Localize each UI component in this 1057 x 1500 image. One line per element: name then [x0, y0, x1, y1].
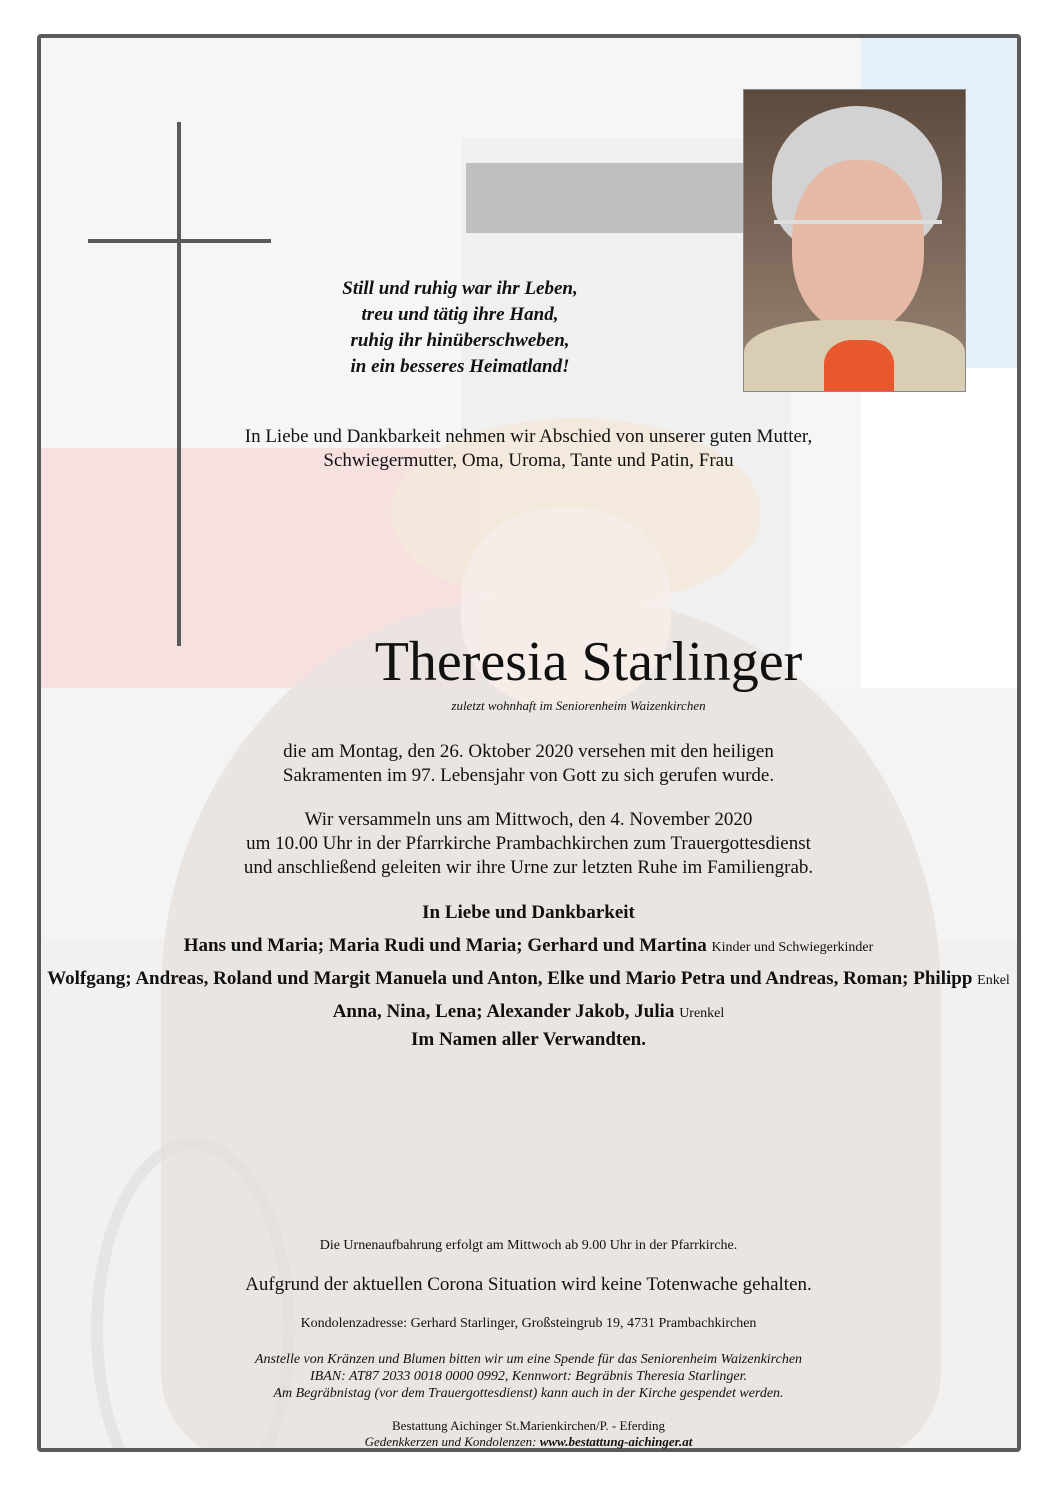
residence: zuletzt wohnhaft im Seniorenheim Waizenkirchen	[451, 698, 706, 713]
verse: Still und ruhig war ihr Leben, treu und tätig ihre Hand, ruhig ihr hinüberschweben, in ein besseres Heimatland!	[342, 278, 578, 377]
portrait-photo	[743, 89, 966, 392]
website-link[interactable]: www.bestattung-aichinger.at	[539, 1434, 693, 1449]
web-label: Gedenkkerzen und Kondolenzen:	[364, 1434, 537, 1449]
grandchildren-group: Wolfgang; Andreas, Roland und Margit Manuela und Anton, Elke und Mario Petra und Andreas, Roman; Philipp Enkel	[47, 968, 1010, 989]
intro-text: In Liebe und Dankbarkeit nehmen wir Abschied von unserer guten Mutter, Schwiegermutter, Oma, Uroma, Tante und Patin, Frau	[244, 426, 813, 471]
deceased-name: Theresia Starlinger	[374, 631, 803, 693]
condolence-address: Kondolenzadresse: Gerhard Starlinger, Großsteingrub 19, 4731 Prambachkirchen	[300, 1316, 757, 1331]
closing-line: Im Namen aller Verwandten.	[410, 1029, 647, 1050]
urn-notice: Die Urnenaufbahrung erfolgt am Mittwoch ab 9.00 Uhr in der Pfarrkirche.	[319, 1238, 738, 1253]
service-info: Wir versammeln uns am Mittwoch, den 4. November 2020 um 10.00 Uhr in der Pfarrkirche Prambachkirchen zum Trauergottesdienst und anschließend geleiten wir ihre Urne zur letzten Ruhe im Familiengrab.	[243, 809, 814, 878]
donation-notice: Anstelle von Kränzen und Blumen bitten wir um eine Spende für das Seniorenheim Waizenkirchen IBAN: AT87 2033 0018 0000 0992, Kennwort: Begräbnis Theresia Starlinger. Am Begräbnistag (vor dem Trauergottesdienst) kann auch in der Kirche gespendet werden.	[254, 1352, 803, 1401]
family-list	[0, 901, 1057, 1051]
family-heading: In Liebe und Dankbarkeit	[422, 902, 635, 923]
death-notice: die am Montag, den 26. Oktober 2020 versehen mit den heiligen Sakramenten im 97. Lebensjahr von Gott zu sich gerufen wurde.	[282, 741, 775, 786]
children-group: Hans und Maria; Maria Rudi und Maria; Gerhard und Martina Kinder und Schwiegerkinder	[183, 935, 874, 956]
corona-notice: Aufgrund der aktuellen Corona Situation wird keine Totenwache gehalten.	[245, 1274, 812, 1295]
great-grandchildren-group: Anna, Nina, Lena; Alexander Jakob, Julia Urenkel	[332, 1001, 725, 1022]
undertaker-name: Bestattung Aichinger St.Marienkirchen/P. - Eferding	[392, 1418, 665, 1433]
undertaker-footer	[0, 1418, 1057, 1450]
